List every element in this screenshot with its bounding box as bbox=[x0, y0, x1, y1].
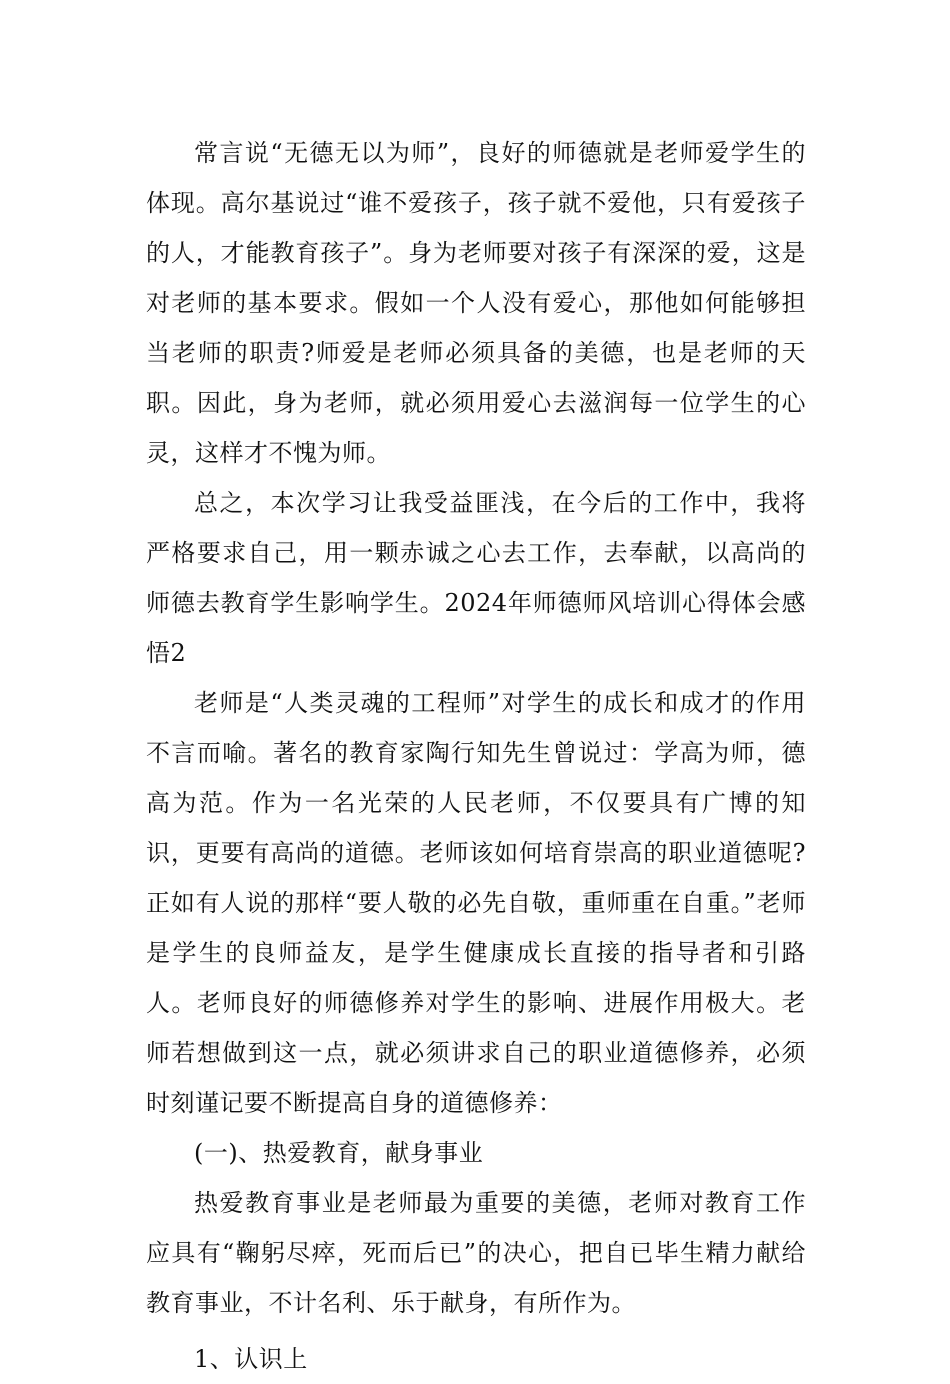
paragraph-engineer-of-souls: 老师是“人类灵魂的工程师”对学生的成长和成才的作用不言而喻。著名的教育家陶行知先生曾说过：学高为师，德高为范。作为一名光荣的人民老师，不仅要具有广博的知识，更要有高尚的道德。老师该如何培育崇高的职业道德呢?正如有人说的那样“要人敬的必先自敬，重师重在自重。”老师是学生的良师益友，是学生健康成长直接的指导者和引路人。老师良好的师德修养对学生的影响、进展作用极大。老师若想做到这一点，就必须讲求自己的职业道德修养，必须时刻谨记要不断提高自身的道德修养： bbox=[146, 689, 806, 1117]
paragraph-love-career: 热爱教育事业是老师最为重要的美德，老师对教育工作应具有“鞠躬尽瘁，死而后已”的决心，把自已毕生精力献给教育事业，不计名利、乐于献身，有所作为。 bbox=[146, 1189, 806, 1317]
document-body bbox=[146, 128, 806, 1384]
paragraph-teacher-love: 常言说“无德无以为师”，良好的师德就是老师爱学生的体现。高尔基说过“谁不爱孩子，孩子就不爱他，只有爱孩子的人，才能教育孩子”。身为老师要对孩子有深深的爱，这是对老师的基本要求。假如一个人没有爱心，那他如何能够担当老师的职责?师爱是老师必须具备的美德，也是老师的天职。因此，身为老师，就必须用爱心去滋润每一位学生的心灵，这样才不愧为师。 bbox=[146, 139, 806, 467]
subheading-cognition: 1、认识上 bbox=[194, 1345, 308, 1373]
section-heading-love-education: (一)、热爱教育，献身事业 bbox=[194, 1139, 484, 1167]
paragraph-conclusion: 总之，本次学习让我受益匪浅，在今后的工作中，我将严格要求自己，用一颗赤诚之心去工作，去奉献，以高尚的师德去教育学生影响学生。2024年师德师风培训心得体会感悟2 bbox=[146, 489, 806, 667]
